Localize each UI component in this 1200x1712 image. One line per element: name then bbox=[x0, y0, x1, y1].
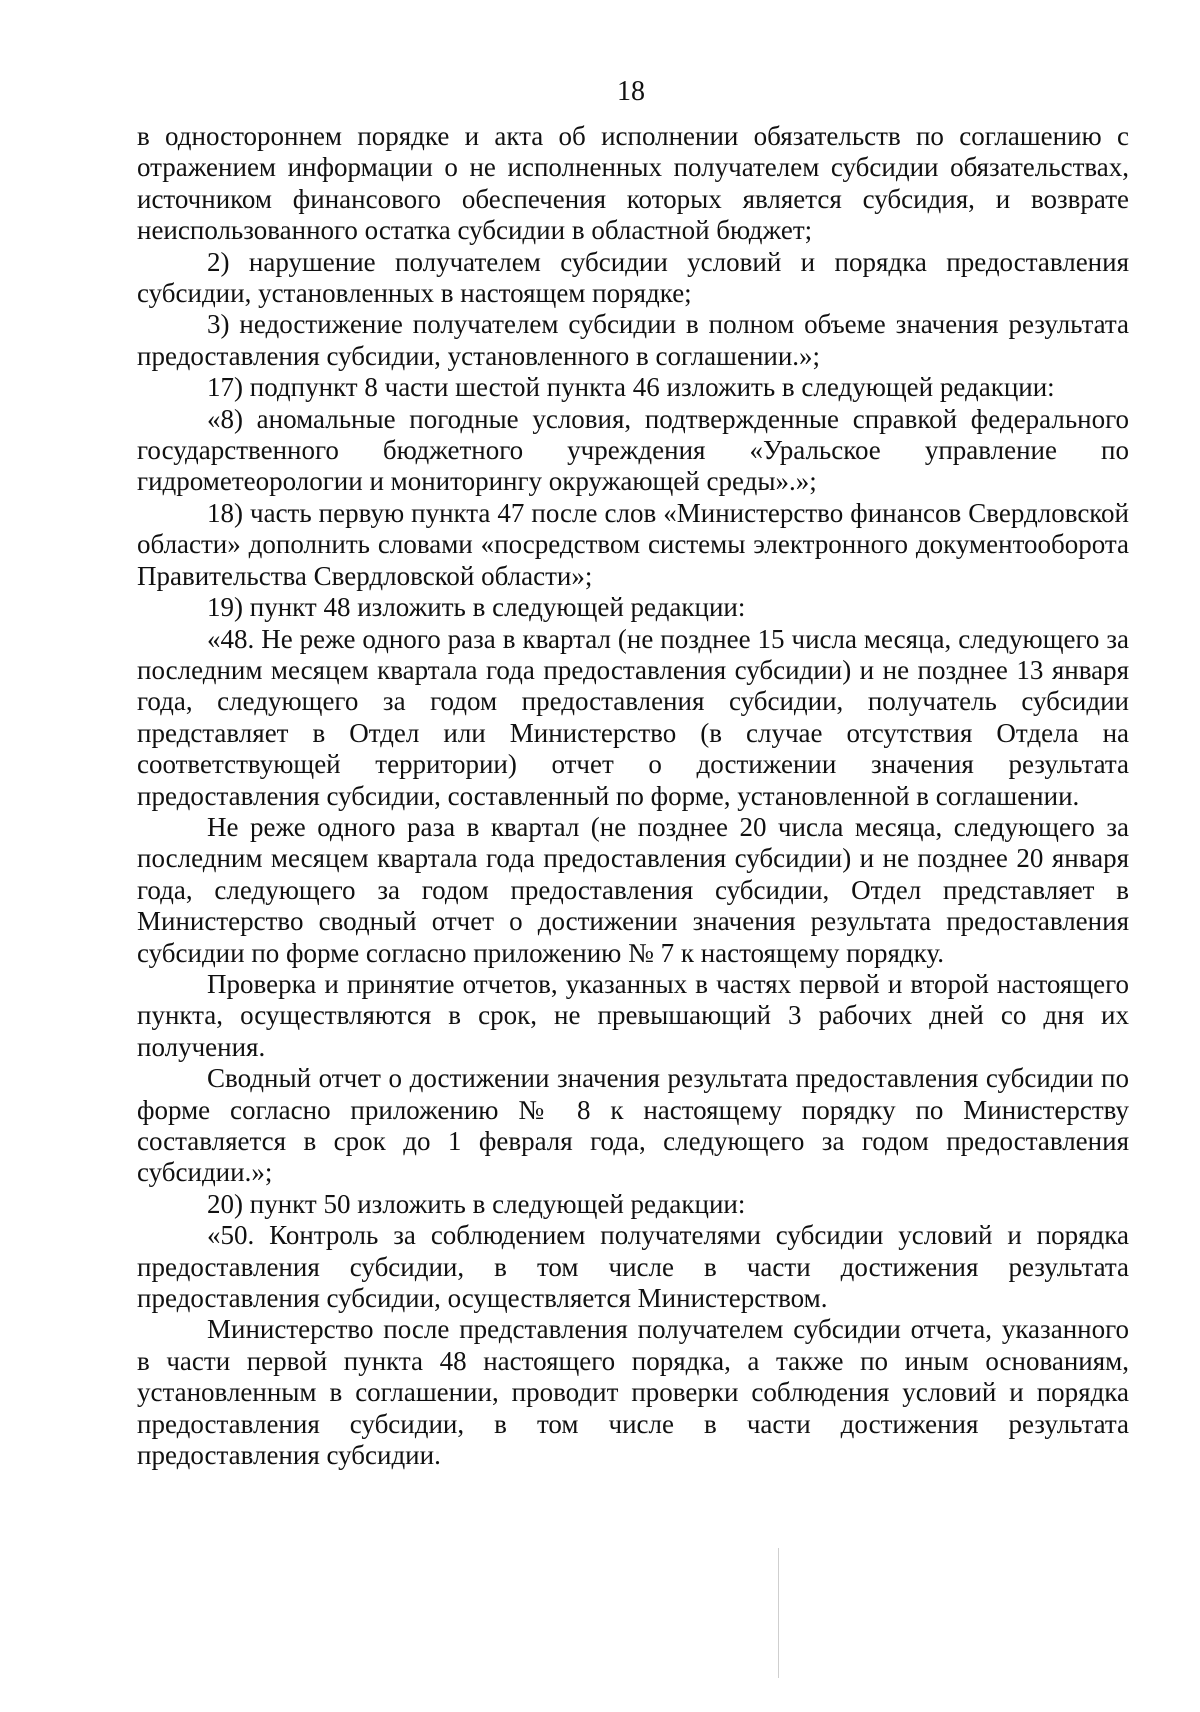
paragraph-clause-48-part-4: Сводный отчет о достижении значения результата предоставления субсидии по форме согласно приложению № 8 к настоящему порядку по Министерству составляется в срок до 1 февраля года, следующего за годом предоставления субсидии.»; bbox=[137, 1063, 1129, 1188]
document-body bbox=[137, 121, 1129, 1471]
paragraph-clause-48-part-2: Не реже одного раза в квартал (не позднее 20 числа месяца, следующего за последним месяцем квартала года предоставления субсидии) и не позднее 20 января года, следующего за годом предоставления субсидии, Отдел представляет в Министерство сводный отчет о достижении значения результата предоставления субсидии по форме согласно приложению № 7 к настоящему порядку. bbox=[137, 811, 1129, 968]
paragraph-clause-48-part-3: Проверка и принятие отчетов, указанных в частях первой и второй настоящего пункта, осуществляются в срок, не превышающий 3 рабочих дней со дня их получения. bbox=[137, 968, 1129, 1062]
paragraph-clause-50-part-1: «50. Контроль за соблюдением получателями субсидии условий и порядка предоставления субсидии, в том числе в части достижения результата предоставления субсидии, осуществляется Министерством. bbox=[137, 1220, 1129, 1314]
paragraph-amendment-19: 19) пункт 48 изложить в следующей редакции: bbox=[207, 592, 746, 623]
paragraph-subitem-8: «8) аномальные погодные условия, подтвержденные справкой федерального государственного бюджетного учреждения «Уральское управление по гидрометеорологии и мониторингу окружающей среды».»; bbox=[137, 403, 1129, 497]
page-number: 18 bbox=[617, 76, 645, 107]
paragraph-item-2: 2) нарушение получателем субсидии условий и порядка предоставления субсидии, установленных в настоящем порядке; bbox=[137, 246, 1129, 309]
paragraph-amendment-17: 17) подпункт 8 части шестой пункта 46 изложить в следующей редакции: bbox=[207, 372, 1055, 403]
paragraph-continuation: в одностороннем порядке и акта об исполнении обязательств по соглашению с отражением информации о не исполненных получателем субсидии обязательствах, источником финансового обеспечения которых является субсидия, и возврате неиспользованного остатка субсидии в областной бюджет; bbox=[137, 121, 1129, 246]
paragraph-amendment-20: 20) пункт 50 изложить в следующей редакции: bbox=[207, 1188, 746, 1219]
paragraph-amendment-18: 18) часть первую пункта 47 после слов «Министерство финансов Свердловской области» дополнить словами «посредством системы электронного документооборота Правительства Свердловской области»; bbox=[137, 497, 1129, 591]
paragraph-clause-48-part-1: «48. Не реже одного раза в квартал (не позднее 15 числа месяца, следующего за последним месяцем квартала года предоставления субсидии) и не позднее 13 января года, следующего за годом предоставления субсидии, получатель субсидии представляет в Отдел или Министерство (в случае отсутствия Отдела на соответствующей территории) отчет о достижении значения результата предоставления субсидии, составленный по форме, установленной в соглашении. bbox=[137, 623, 1129, 811]
scan-artifact-line bbox=[778, 1548, 779, 1678]
paragraph-item-3: 3) недостижение получателем субсидии в полном объеме значения результата предоставления субсидии, установленного в соглашении.»; bbox=[137, 309, 1129, 371]
paragraph-clause-50-part-2: Министерство после представления получателем субсидии отчета, указанного в части первой пункта 48 настоящего порядка, а также по иным основаниям, установленным в соглашении, проводит проверки соблюдения условий и порядка предоставления субсидии, в том числе в части достижения результата предоставления субсидии. bbox=[137, 1314, 1129, 1471]
